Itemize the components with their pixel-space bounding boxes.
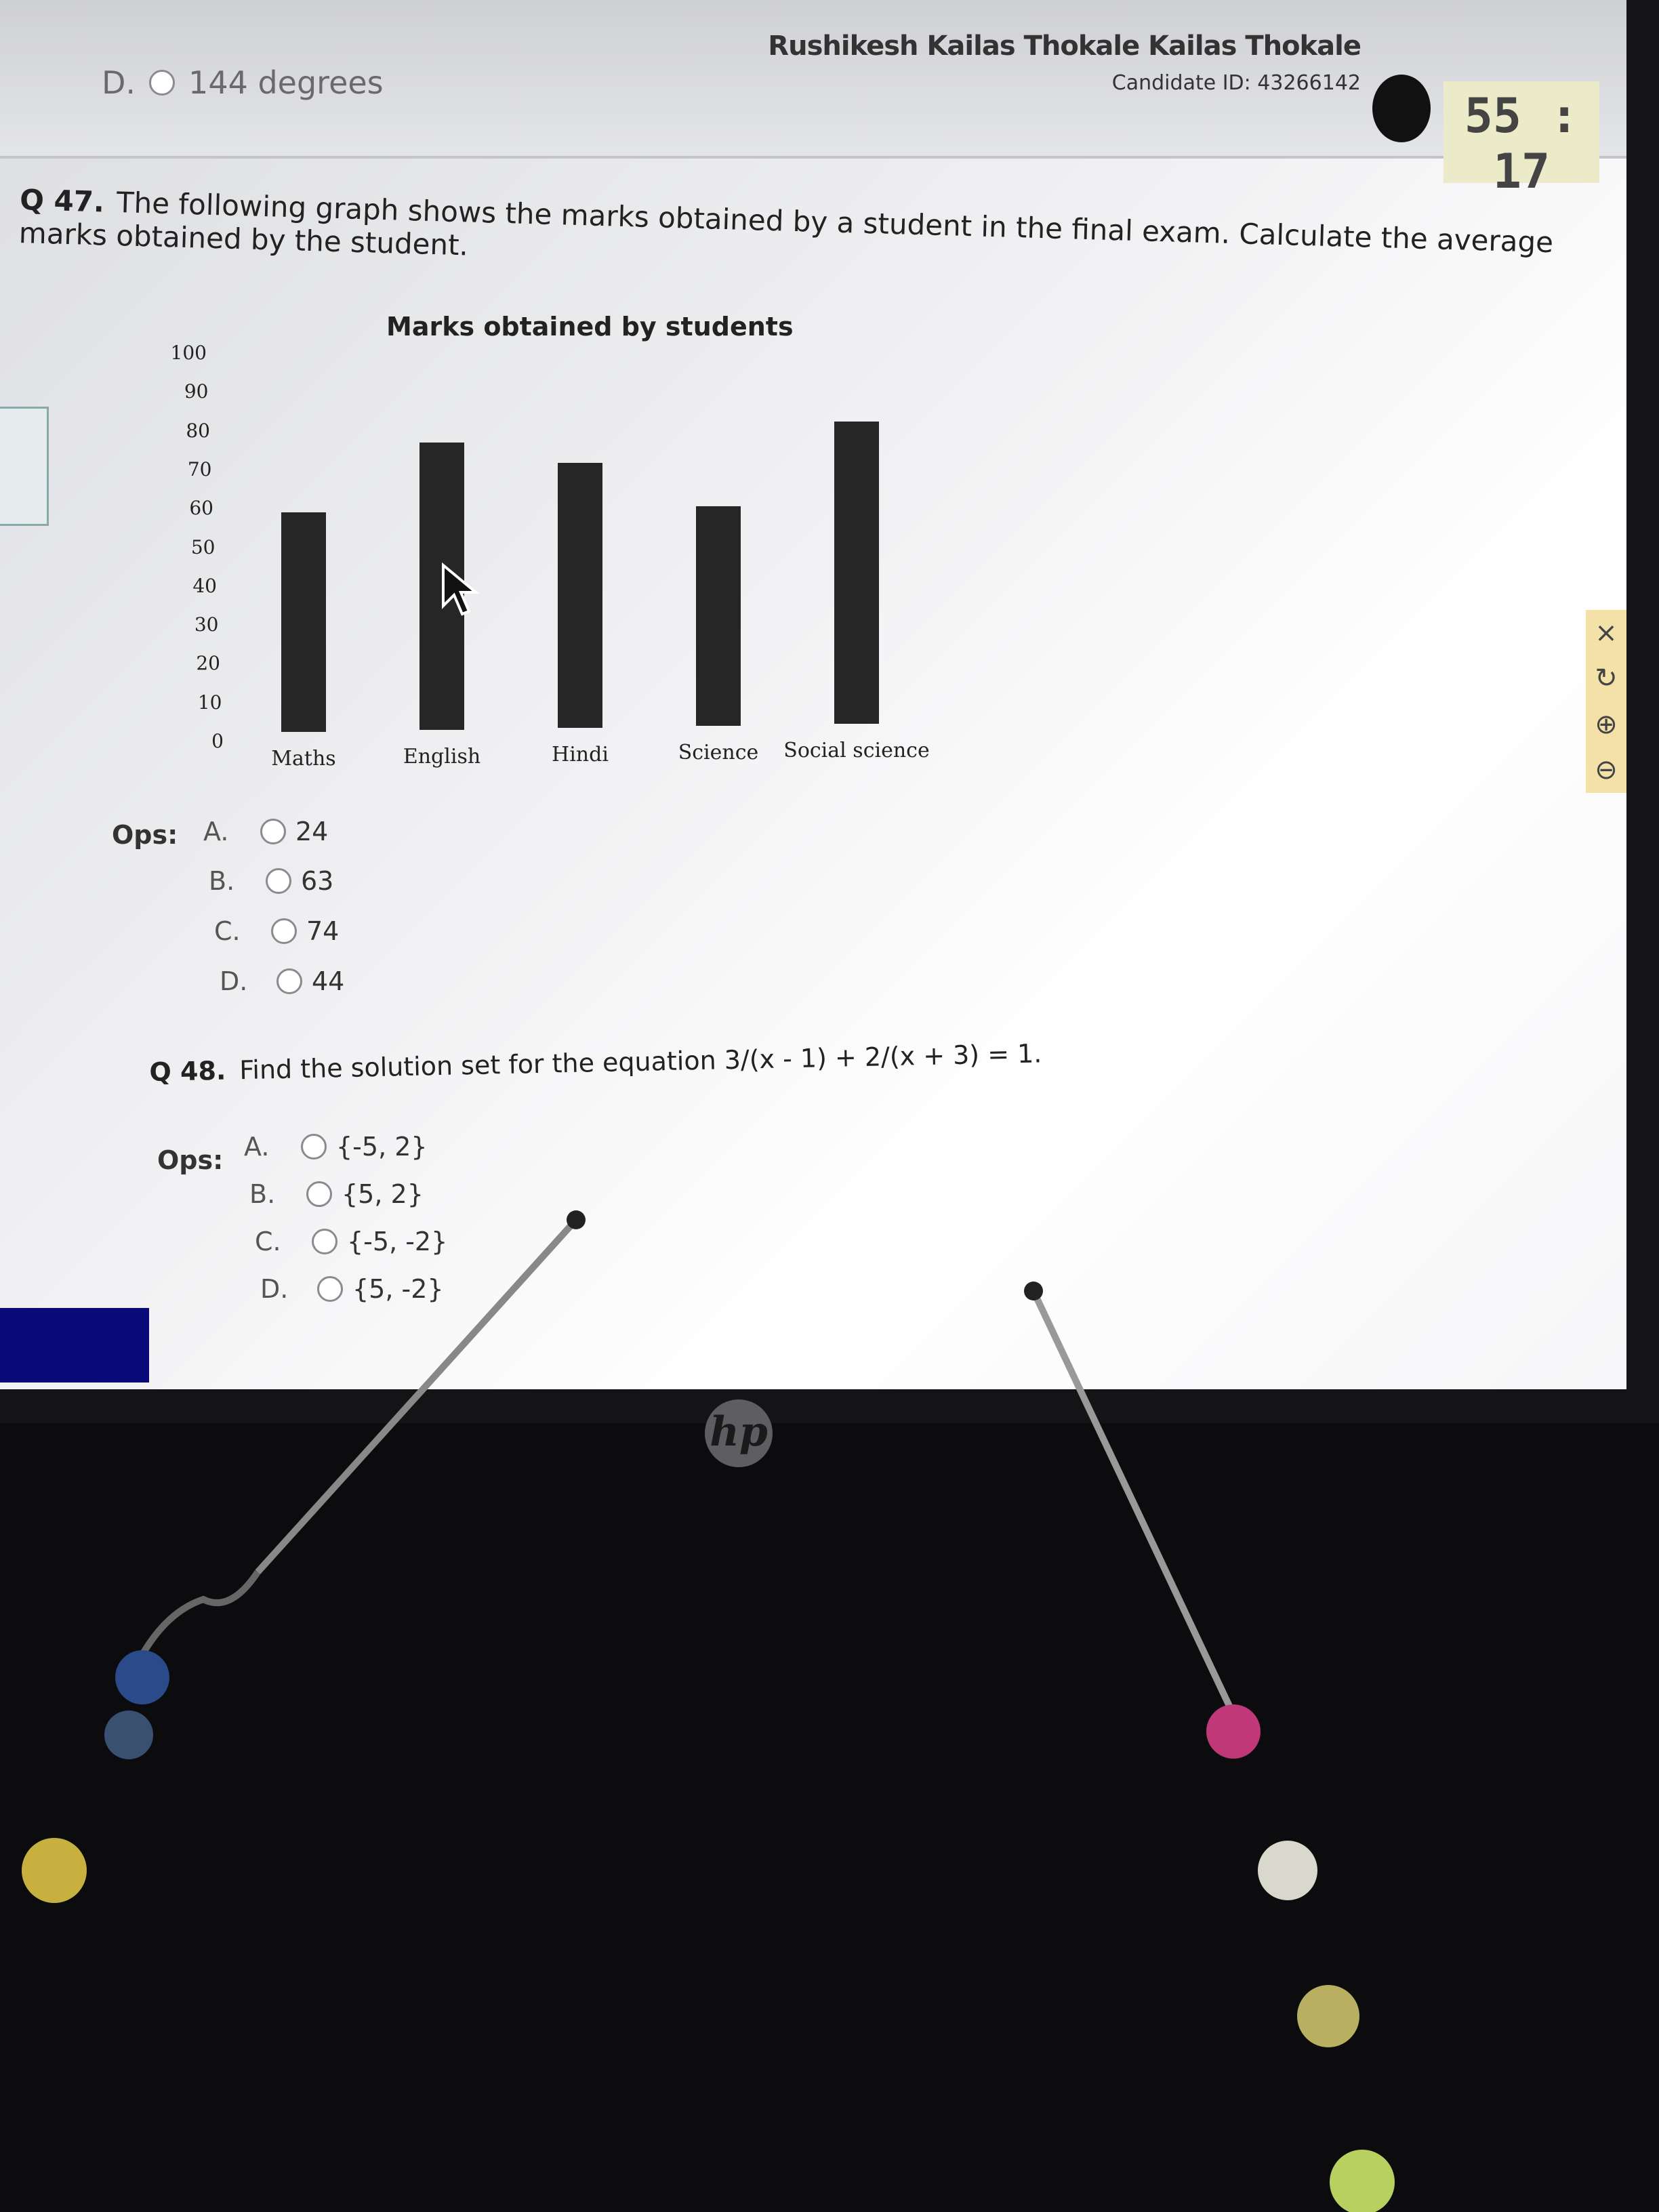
radio-button[interactable] xyxy=(266,868,291,894)
previous-question-option-d[interactable] xyxy=(102,64,384,101)
q47-option-c[interactable] xyxy=(214,916,339,946)
header-bar xyxy=(0,0,1626,199)
option-letter: B. xyxy=(249,1179,276,1209)
close-icon[interactable]: × xyxy=(1595,617,1618,649)
option-letter: D. xyxy=(260,1274,289,1304)
radio-button[interactable] xyxy=(149,70,175,96)
option-letter: C. xyxy=(255,1227,281,1256)
bar-chart xyxy=(122,298,962,786)
option-letter: C. xyxy=(214,916,241,946)
q47-ops-label: Ops: xyxy=(112,820,178,850)
timer-separator: : xyxy=(1550,88,1579,144)
y-tick-label: 70 xyxy=(187,457,212,480)
x-tick-label: English xyxy=(403,745,481,769)
question-text: The following graph shows the marks obtained by a student in the final exam. Calculate the average marks obtained by the student. xyxy=(18,185,1554,262)
q48-option-a[interactable] xyxy=(244,1132,428,1162)
timer-minutes: 55 xyxy=(1464,88,1521,144)
question-number: Q 47. xyxy=(19,183,105,219)
bar-maths xyxy=(281,512,326,732)
q47-option-d[interactable] xyxy=(220,966,344,996)
option-letter: A. xyxy=(244,1132,270,1162)
option-text: 74 xyxy=(306,916,340,946)
radio-button[interactable] xyxy=(276,968,302,994)
option-text: 144 degrees xyxy=(188,64,384,101)
option-text: 24 xyxy=(295,817,329,846)
option-text: 44 xyxy=(312,966,345,996)
radio-button[interactable] xyxy=(301,1134,327,1160)
question-48 xyxy=(149,1038,1042,1087)
option-letter: D. xyxy=(220,966,248,996)
q48-ops-label: Ops: xyxy=(157,1145,224,1175)
hp-logo: hp xyxy=(705,1399,773,1467)
side-panel-tab[interactable] xyxy=(0,407,49,526)
reset-icon[interactable]: ↻ xyxy=(1595,663,1618,695)
candidate-name: Rushikesh Kailas Thokale Kailas Thokale xyxy=(768,30,1361,62)
option-text: {5, -2} xyxy=(352,1274,444,1304)
q47-option-b[interactable] xyxy=(209,866,333,896)
y-tick-label: 10 xyxy=(197,691,222,714)
timer-seconds: 17 xyxy=(1492,144,1551,199)
mouse-pointer-icon xyxy=(441,562,481,617)
q47-option-a[interactable] xyxy=(203,817,328,846)
foreground-wires xyxy=(0,1193,1659,2212)
y-tick-label: 40 xyxy=(192,574,217,597)
option-letter: A. xyxy=(203,817,229,846)
bar-social-science xyxy=(834,422,879,724)
zoom-in-icon[interactable]: ⊕ xyxy=(1595,708,1618,740)
y-tick-label: 80 xyxy=(186,419,210,442)
option-letter: B. xyxy=(209,866,235,896)
option-text: {-5, -2} xyxy=(347,1227,448,1256)
y-tick-label: 100 xyxy=(170,342,207,364)
radio-button[interactable] xyxy=(260,819,286,844)
radio-button[interactable] xyxy=(271,918,297,944)
zoom-out-icon[interactable]: ⊖ xyxy=(1595,754,1618,786)
y-tick-label: 50 xyxy=(190,535,216,558)
question-text: Find the solution set for the equation 3/(x - 1) + 2/(x + 3) = 1. xyxy=(239,1038,1042,1086)
question-number: Q 48. xyxy=(149,1055,226,1087)
chart-title: Marks obtained by students xyxy=(386,312,794,342)
question-47 xyxy=(18,183,1558,292)
option-text: 63 xyxy=(301,866,334,896)
x-tick-label: Maths xyxy=(271,747,336,771)
y-tick-label: 30 xyxy=(194,613,219,636)
y-tick-label: 60 xyxy=(189,497,213,520)
x-tick-label: Hindi xyxy=(552,743,609,766)
option-letter: D. xyxy=(102,64,136,101)
zoom-toolbar xyxy=(1586,610,1626,793)
y-tick-label: 90 xyxy=(184,380,209,403)
y-tick-label: 20 xyxy=(196,652,220,675)
x-tick-label: Social science xyxy=(783,739,930,762)
bar-hindi xyxy=(558,463,602,728)
option-text: {-5, 2} xyxy=(336,1132,428,1162)
option-text: {5, 2} xyxy=(342,1179,424,1209)
x-tick-label: Science xyxy=(678,741,759,764)
candidate-id: Candidate ID: 43266142 xyxy=(1111,71,1361,95)
y-tick-label: 0 xyxy=(211,730,224,752)
candidate-info xyxy=(768,30,1361,95)
avatar xyxy=(1372,75,1431,142)
bar-science xyxy=(696,506,741,726)
countdown-timer xyxy=(1443,81,1599,199)
